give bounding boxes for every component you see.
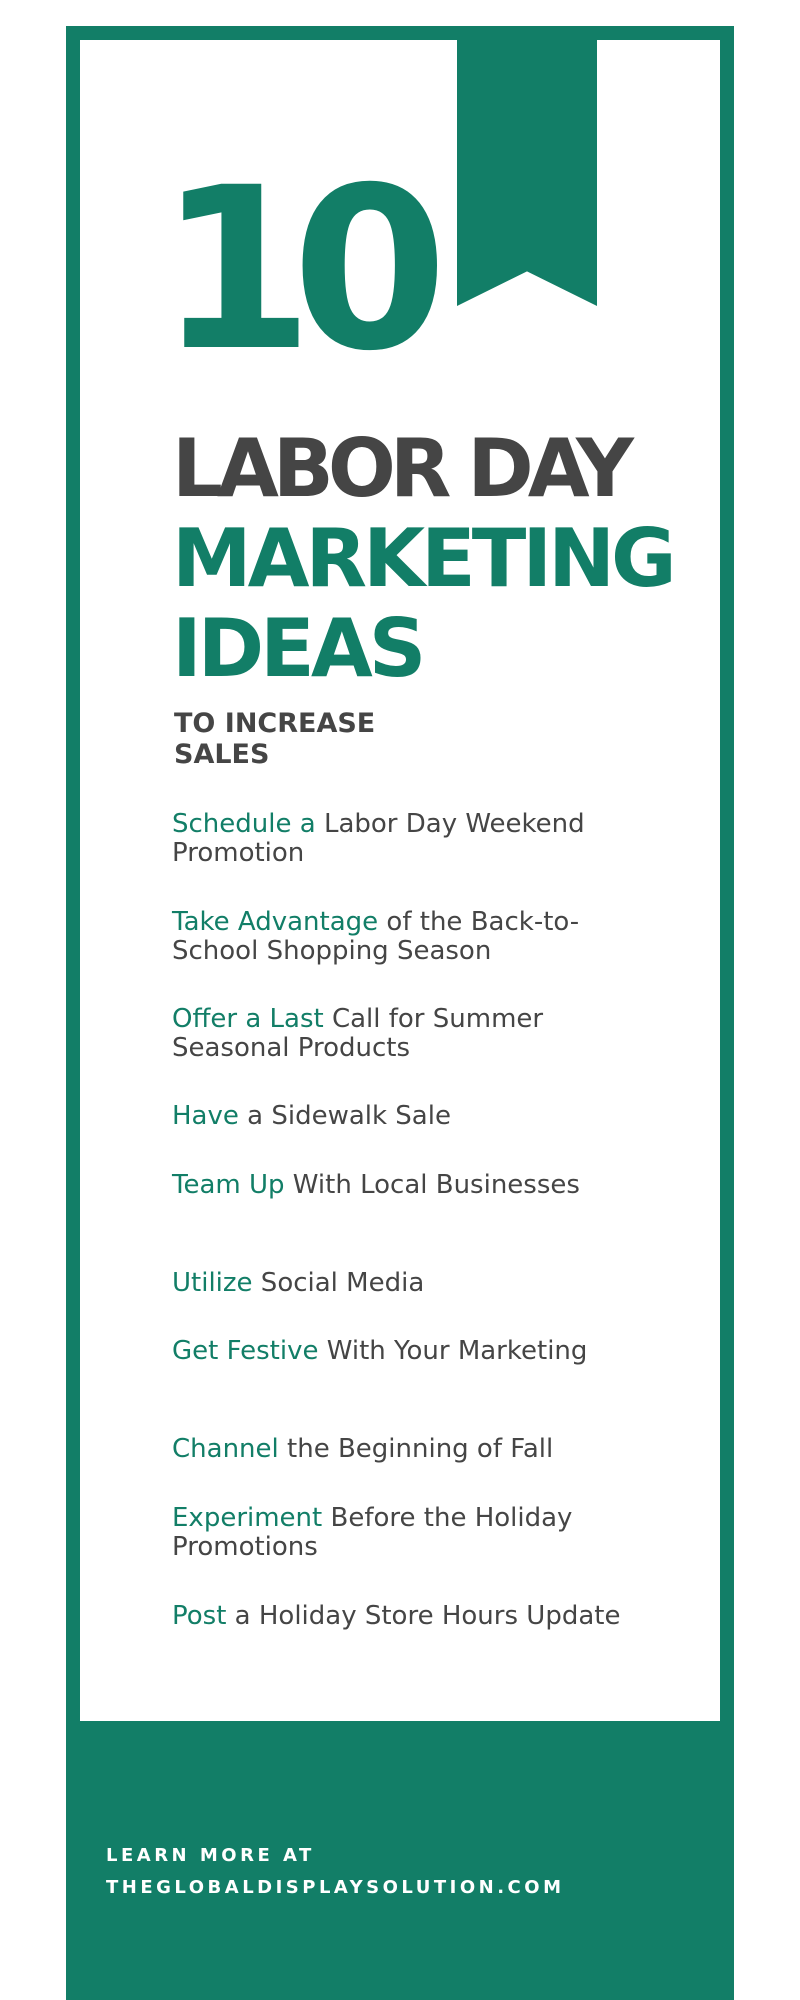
list-item-highlight: Experiment (172, 1503, 323, 1533)
list-item (172, 908, 642, 966)
list-item (172, 1102, 642, 1131)
list-item (172, 1504, 642, 1562)
list-item-text: the Beginning of Fall (278, 1434, 554, 1464)
list-item-highlight: Channel (172, 1434, 279, 1464)
list-item (172, 1005, 642, 1063)
list-item-highlight: Schedule a (172, 809, 316, 839)
list-item-highlight: Take Advantage (172, 907, 379, 937)
list-item-highlight: Post (172, 1601, 227, 1631)
subtitle (174, 708, 434, 770)
list-item-highlight: Utilize (172, 1268, 253, 1298)
headline-line-3: IDEAS (172, 602, 423, 695)
list-item-text: With Local Businesses (284, 1170, 580, 1200)
list-item (172, 1337, 642, 1366)
list-item-highlight: Team Up (172, 1170, 285, 1200)
subtitle-line-2: SALES (174, 739, 270, 770)
list-item-text: a Holiday Store Hours Update (226, 1601, 621, 1631)
headline-line-2: MARKETING (172, 512, 673, 605)
list-item (172, 1171, 642, 1200)
footer-line-1: LEARN MORE AT (106, 1845, 315, 1866)
list-item-text: Social Media (252, 1268, 425, 1298)
list-item-highlight: Have (172, 1101, 239, 1131)
list-item-text: Before the Holiday Promotions (172, 1503, 573, 1562)
list-item-highlight: Offer a Last (172, 1004, 324, 1034)
bookmark-ribbon (457, 40, 597, 306)
list-item (172, 1435, 642, 1464)
list-item (172, 1269, 642, 1298)
list-item-text: Labor Day Weekend Promotion (172, 809, 585, 868)
list-item (172, 810, 642, 868)
list-item-text: of the Back-to-School Shopping Season (172, 907, 580, 966)
footer-cta (106, 1840, 564, 1904)
subtitle-line-1: TO INCREASE (174, 708, 376, 739)
green-frame (66, 26, 734, 2000)
list-item (172, 1602, 642, 1631)
headline (172, 424, 673, 694)
list-item-text: Call for Summer Seasonal Products (172, 1004, 544, 1063)
list-item-text: With Your Marketing (318, 1336, 588, 1366)
footer-website: THEGLOBALDISPLAYSOLUTION.COM (106, 1877, 565, 1898)
list-item-highlight: Get Festive (172, 1336, 319, 1366)
content-panel (80, 40, 720, 1721)
list-item-text: a Sidewalk Sale (238, 1101, 451, 1131)
big-number: 10 (158, 139, 426, 400)
headline-line-1: LABOR DAY (172, 422, 628, 515)
